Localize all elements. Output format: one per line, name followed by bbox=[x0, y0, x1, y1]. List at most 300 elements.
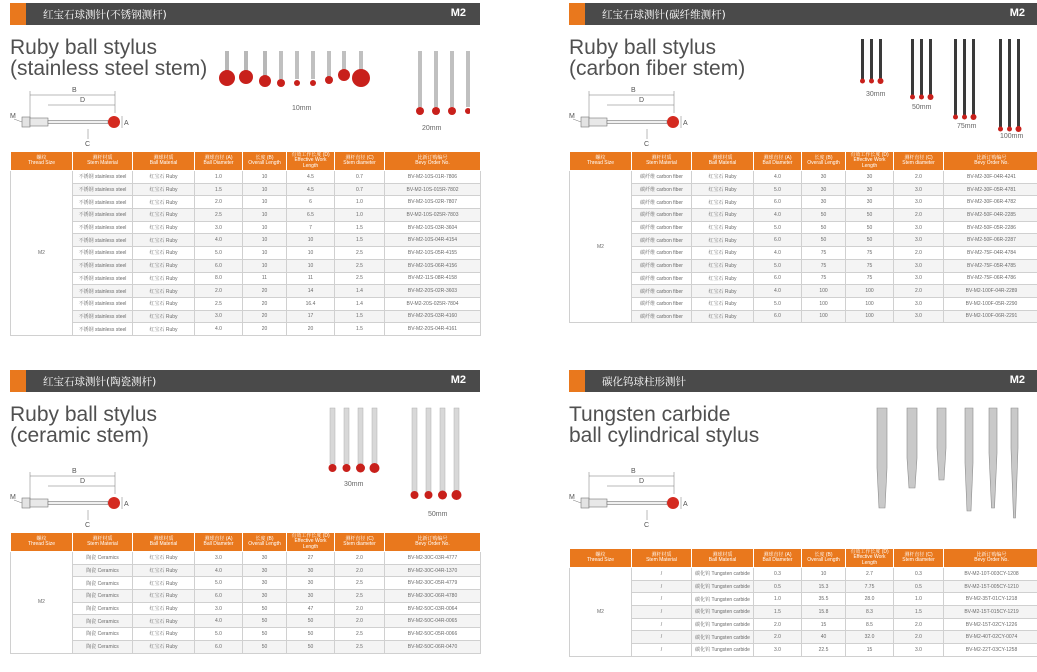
dimension-diagram-svg bbox=[569, 466, 699, 528]
column-header-cn: 测球材质 bbox=[712, 154, 733, 161]
thread-code: M2 bbox=[450, 374, 466, 386]
label-c: C bbox=[85, 141, 91, 147]
ruby-ball bbox=[667, 116, 679, 128]
table-row bbox=[11, 323, 481, 336]
table-cell: 75 bbox=[802, 272, 846, 285]
table-row bbox=[11, 552, 481, 565]
table-cell: 2.0 bbox=[335, 552, 385, 565]
table-cell: 32.0 bbox=[846, 631, 894, 644]
table-cell: 10 bbox=[243, 209, 287, 222]
table-row bbox=[11, 310, 481, 323]
table-cell: 红宝石 Ruby bbox=[133, 171, 195, 184]
table-cell: 2.0 bbox=[894, 171, 944, 184]
thread-size-cell: M2 bbox=[11, 552, 73, 654]
table-cell: 碳纤维 carbon fiber bbox=[632, 247, 692, 260]
column-header-en: Stem diameter bbox=[343, 541, 376, 547]
table-cell: BV-M2-50F-06R-2287 bbox=[944, 234, 1037, 247]
column-header bbox=[73, 533, 133, 552]
table-cell: 30 bbox=[287, 590, 335, 603]
table-row bbox=[11, 577, 481, 590]
table-row bbox=[570, 618, 1037, 631]
table-cell: 红宝石 Ruby bbox=[133, 196, 195, 209]
table-cell: BV-M2-30C-03R-4777 bbox=[385, 552, 481, 565]
table-row bbox=[11, 272, 481, 285]
table-cell: BV-M2-10S-06R-4156 bbox=[385, 259, 481, 272]
table-cell: 15 bbox=[846, 644, 894, 657]
table-cell: 50 bbox=[802, 234, 846, 247]
stylus-stem bbox=[607, 121, 667, 124]
column-header-en: Effective Work Length bbox=[294, 538, 327, 550]
table-cell: BV-M2-30C-04R-1370 bbox=[385, 564, 481, 577]
column-header bbox=[287, 152, 335, 171]
table-cell: 红宝石 Ruby bbox=[692, 285, 754, 298]
table-cell: BV-M2-10S-015R-7802 bbox=[385, 183, 481, 196]
table-cell: 3.0 bbox=[754, 644, 802, 657]
table-cell: 50 bbox=[243, 628, 287, 641]
section-banner bbox=[569, 3, 1037, 25]
table-cell: 1.5 bbox=[335, 323, 385, 336]
table-cell: 10 bbox=[287, 234, 335, 247]
banner-accent bbox=[10, 370, 26, 392]
table-cell: 红宝石 Ruby bbox=[133, 564, 195, 577]
table-cell: 3.0 bbox=[894, 310, 944, 323]
table-cell: / bbox=[632, 644, 692, 657]
thread-body bbox=[581, 117, 589, 127]
table-cell: 2.0 bbox=[894, 247, 944, 260]
table-cell: 3.0 bbox=[894, 221, 944, 234]
table-cell: 3.0 bbox=[894, 297, 944, 310]
table-cell: 不锈钢 stainless steel bbox=[73, 323, 133, 336]
banner-accent bbox=[10, 3, 26, 25]
table-cell: 不锈钢 stainless steel bbox=[73, 209, 133, 222]
table-cell: 红宝石 Ruby bbox=[133, 628, 195, 641]
table-cell: 2.0 bbox=[335, 564, 385, 577]
table-cell: 75 bbox=[846, 247, 894, 260]
table-cell: 3.0 bbox=[894, 234, 944, 247]
table-cell: 陶瓷 Ceramics bbox=[73, 602, 133, 615]
label-m: M bbox=[10, 494, 16, 501]
table-cell: BV-M2-100F-05R-2290 bbox=[944, 297, 1037, 310]
table-row bbox=[570, 310, 1037, 323]
table-cell: 2.5 bbox=[335, 247, 385, 260]
table-cell: 1.0 bbox=[335, 196, 385, 209]
table-row bbox=[11, 602, 481, 615]
dimension-diagram bbox=[569, 466, 699, 528]
table-cell: 不锈钢 stainless steel bbox=[73, 272, 133, 285]
table-cell: 1.5 bbox=[335, 234, 385, 247]
ruby-ball bbox=[667, 497, 679, 509]
product-title-line2: (carbon fiber stem) bbox=[569, 57, 746, 80]
table-cell: 红宝石 Ruby bbox=[692, 297, 754, 310]
column-header-en: Ball Diameter bbox=[203, 541, 234, 547]
table-cell: BV-M2-11S-08R-4158 bbox=[385, 272, 481, 285]
column-header-en: Overall Length bbox=[807, 160, 840, 166]
table-cell: 红宝石 Ruby bbox=[692, 221, 754, 234]
table-cell: 2.5 bbox=[335, 590, 385, 603]
table-cell: BV-M2-30F-06R-4782 bbox=[944, 196, 1037, 209]
table-cell: 8.0 bbox=[195, 272, 243, 285]
table-cell: 30 bbox=[243, 590, 287, 603]
catalog-panel-carbon bbox=[569, 3, 1037, 343]
table-cell: 红宝石 Ruby bbox=[133, 297, 195, 310]
ruby-ball bbox=[108, 497, 120, 509]
table-cell: 红宝石 Ruby bbox=[133, 640, 195, 653]
table-cell: BV-M2-75F-06R-4786 bbox=[944, 272, 1037, 285]
caption-100mm: 100mm bbox=[1000, 133, 1024, 140]
column-header bbox=[385, 533, 481, 552]
column-header bbox=[287, 533, 335, 552]
stylus-stem bbox=[48, 121, 108, 124]
table-cell: 不锈钢 stainless steel bbox=[73, 247, 133, 260]
banner-title: 红宝石球测针(不锈钢测杆) bbox=[43, 9, 167, 21]
spec-table bbox=[10, 532, 481, 654]
table-cell: 20 bbox=[243, 310, 287, 323]
label-d: D bbox=[80, 97, 86, 104]
table-cell: 30 bbox=[802, 183, 846, 196]
table-cell: BV-M2-15T-005CY-1210 bbox=[944, 580, 1037, 593]
thread-code: M2 bbox=[1009, 374, 1025, 386]
dimension-diagram bbox=[10, 85, 140, 147]
table-row bbox=[11, 628, 481, 641]
column-header bbox=[846, 152, 894, 171]
table-cell: 2.0 bbox=[894, 631, 944, 644]
column-header-cn: 测球材质 bbox=[712, 551, 733, 558]
table-cell: 红宝石 Ruby bbox=[692, 196, 754, 209]
column-header bbox=[243, 533, 287, 552]
column-header-cn: 螺纹 bbox=[595, 154, 606, 161]
column-header bbox=[754, 549, 802, 568]
table-cell: 1.0 bbox=[335, 209, 385, 222]
table-cell: 不锈钢 stainless steel bbox=[73, 196, 133, 209]
table-cell: 2.0 bbox=[894, 285, 944, 298]
table-cell: BV-M2-20S-025R-7804 bbox=[385, 297, 481, 310]
label-b: B bbox=[631, 468, 636, 475]
caption-30mm: 30mm bbox=[344, 481, 364, 488]
column-header bbox=[754, 152, 802, 171]
column-header-cn: 测杆材质 bbox=[92, 154, 113, 161]
table-cell: BV-M2-10S-02R-7807 bbox=[385, 196, 481, 209]
table-cell: 11 bbox=[287, 272, 335, 285]
column-header-cn: 螺纹 bbox=[36, 154, 47, 161]
table-cell: 5.0 bbox=[754, 183, 802, 196]
table-cell: 红宝石 Ruby bbox=[692, 247, 754, 260]
column-header bbox=[11, 152, 73, 171]
stylus-group-75mm bbox=[953, 39, 977, 120]
table-cell: BV-M2-30F-05R-4781 bbox=[944, 183, 1037, 196]
table-cell: 5.0 bbox=[754, 297, 802, 310]
table-cell: 碳化钨 Tungsten carbide bbox=[692, 631, 754, 644]
table-cell: 100 bbox=[802, 310, 846, 323]
caption-20mm: 20mm bbox=[422, 125, 442, 132]
table-cell: 3.0 bbox=[195, 552, 243, 565]
column-header bbox=[944, 152, 1037, 171]
stylus-photos bbox=[328, 406, 468, 506]
table-cell: BV-M2-50C-05R-0066 bbox=[385, 628, 481, 641]
column-header-en: Ball Diameter bbox=[762, 557, 793, 563]
ruby-ball bbox=[108, 116, 120, 128]
table-cell: 50 bbox=[846, 209, 894, 222]
table-cell: 30 bbox=[287, 577, 335, 590]
label-d: D bbox=[639, 97, 645, 104]
stylus-photos bbox=[215, 47, 470, 137]
stylus-shoulder bbox=[30, 118, 48, 126]
product-title-line1: Ruby ball stylus bbox=[10, 403, 158, 426]
table-cell: 10 bbox=[243, 196, 287, 209]
caption-50mm: 50mm bbox=[912, 104, 932, 111]
table-cell: 14 bbox=[287, 285, 335, 298]
table-cell: BV-M2-50C-06R-0470 bbox=[385, 640, 481, 653]
table-cell: BV-M2-10S-05R-4155 bbox=[385, 247, 481, 260]
table-cell: 75 bbox=[846, 259, 894, 272]
label-d: D bbox=[80, 478, 86, 485]
table-cell: BV-M2-40T-02CY-0074 bbox=[944, 631, 1037, 644]
table-cell: BV-M2-30C-06R-4780 bbox=[385, 590, 481, 603]
dimension-diagram-svg bbox=[569, 85, 699, 147]
caption-10mm: 10mm bbox=[292, 105, 312, 112]
table-cell: 碳纤维 carbon fiber bbox=[632, 310, 692, 323]
table-cell: 不锈钢 stainless steel bbox=[73, 234, 133, 247]
table-cell: BV-M2-100F-04R-2289 bbox=[944, 285, 1037, 298]
table-row bbox=[11, 285, 481, 298]
catalog-panel-stainless bbox=[10, 3, 480, 343]
table-row bbox=[11, 259, 481, 272]
stylus-group-50mm bbox=[411, 408, 462, 500]
table-cell: 22.5 bbox=[802, 644, 846, 657]
column-header bbox=[570, 152, 632, 171]
column-header bbox=[894, 152, 944, 171]
table-cell: 10 bbox=[243, 221, 287, 234]
column-header-en: Ball Diameter bbox=[762, 160, 793, 166]
table-cell: 40 bbox=[802, 631, 846, 644]
column-header-en: Thread Size bbox=[28, 541, 55, 547]
column-header-cn: 测球直径 (A) bbox=[763, 551, 792, 558]
table-cell: 2.0 bbox=[754, 631, 802, 644]
column-header-cn: 测球材质 bbox=[153, 535, 174, 542]
caption-50mm: 50mm bbox=[428, 511, 448, 518]
column-header bbox=[632, 152, 692, 171]
table-cell: 0.5 bbox=[894, 580, 944, 593]
table-cell: 1.0 bbox=[754, 593, 802, 606]
table-cell: 0.7 bbox=[335, 183, 385, 196]
table-cell: 2.0 bbox=[335, 615, 385, 628]
table-cell: 50 bbox=[287, 640, 335, 653]
stylus-photos bbox=[869, 400, 1029, 520]
column-header bbox=[385, 152, 481, 171]
column-header-en: Bevy Order No. bbox=[974, 160, 1009, 166]
table-row bbox=[570, 221, 1037, 234]
table-cell: 50 bbox=[243, 640, 287, 653]
stylus-group-30mm bbox=[860, 39, 884, 84]
stylus-group-20mm bbox=[416, 51, 470, 115]
table-cell: 4.0 bbox=[195, 323, 243, 336]
table-cell: / bbox=[632, 618, 692, 631]
table-cell: 红宝石 Ruby bbox=[133, 552, 195, 565]
column-header bbox=[133, 533, 195, 552]
table-cell: 4.0 bbox=[754, 209, 802, 222]
thread-body bbox=[22, 498, 30, 508]
column-header bbox=[944, 549, 1037, 568]
table-cell: 4.0 bbox=[195, 234, 243, 247]
column-header bbox=[73, 152, 133, 171]
table-cell: 4.0 bbox=[754, 171, 802, 184]
column-header-cn: 测球直径 (A) bbox=[204, 535, 233, 542]
label-a: A bbox=[124, 120, 129, 127]
table-cell: 30 bbox=[287, 564, 335, 577]
table-cell: 红宝石 Ruby bbox=[133, 310, 195, 323]
table-cell: BV-M2-30F-04R-4241 bbox=[944, 171, 1037, 184]
table-cell: 红宝石 Ruby bbox=[133, 615, 195, 628]
table-cell: 陶瓷 Ceramics bbox=[73, 577, 133, 590]
table-cell: BV-M2-30C-05R-4779 bbox=[385, 577, 481, 590]
column-header-cn: 长度 (B) bbox=[814, 551, 833, 558]
table-cell: 3.0 bbox=[195, 602, 243, 615]
table-row bbox=[11, 640, 481, 653]
table-cell: 100 bbox=[846, 310, 894, 323]
thread-size-cell: M2 bbox=[570, 171, 632, 323]
table-cell: 2.7 bbox=[846, 568, 894, 581]
table-cell: 16.4 bbox=[287, 297, 335, 310]
table-row bbox=[570, 580, 1037, 593]
table-cell: 0.3 bbox=[754, 568, 802, 581]
column-header-cn: 长度 (B) bbox=[255, 154, 274, 161]
table-cell: 5.0 bbox=[754, 221, 802, 234]
stylus-group-30mm bbox=[329, 408, 380, 473]
column-header bbox=[802, 549, 846, 568]
column-header-en: Bevy Order No. bbox=[974, 557, 1009, 563]
stylus-stem bbox=[607, 502, 667, 505]
table-cell: 红宝石 Ruby bbox=[692, 209, 754, 222]
label-b: B bbox=[631, 87, 636, 94]
table-cell: 30 bbox=[846, 196, 894, 209]
table-cell: 2.5 bbox=[335, 640, 385, 653]
column-header-en: Ball Material bbox=[149, 160, 178, 166]
table-cell: 碳化钨 Tungsten carbide bbox=[692, 606, 754, 619]
table-cell: 陶瓷 Ceramics bbox=[73, 615, 133, 628]
table-cell: 1.4 bbox=[335, 285, 385, 298]
table-cell: 不锈钢 stainless steel bbox=[73, 285, 133, 298]
table-cell: 陶瓷 Ceramics bbox=[73, 640, 133, 653]
table-cell: 2.5 bbox=[195, 209, 243, 222]
column-header-cn: 比新订购编号 bbox=[417, 535, 448, 542]
column-header bbox=[133, 152, 195, 171]
label-a: A bbox=[683, 501, 688, 508]
label-c: C bbox=[85, 522, 91, 528]
table-cell: BV-M2-15T-015CY-1219 bbox=[944, 606, 1037, 619]
table-cell: 10 bbox=[243, 171, 287, 184]
product-title-line2: ball cylindrical stylus bbox=[569, 424, 760, 447]
table-cell: BV-M2-20S-04R-4161 bbox=[385, 323, 481, 336]
table-row bbox=[11, 297, 481, 310]
table-cell: 6.0 bbox=[195, 259, 243, 272]
table-row bbox=[11, 234, 481, 247]
table-cell: 1.0 bbox=[894, 593, 944, 606]
label-m: M bbox=[10, 113, 16, 120]
table-cell: 50 bbox=[802, 221, 846, 234]
table-cell: 3.0 bbox=[195, 221, 243, 234]
dimension-diagram-svg bbox=[10, 466, 140, 528]
column-header-cn: 测杆直径 (C) bbox=[904, 154, 933, 161]
table-row bbox=[11, 615, 481, 628]
table-cell: BV-M2-10T-003CY-1208 bbox=[944, 568, 1037, 581]
table-cell: 红宝石 Ruby bbox=[692, 310, 754, 323]
table-cell: 75 bbox=[802, 259, 846, 272]
column-header-en: Overall Length bbox=[807, 557, 840, 563]
table-cell: 碳化钨 Tungsten carbide bbox=[692, 593, 754, 606]
table-cell: 4.5 bbox=[287, 171, 335, 184]
spec-table bbox=[569, 151, 1037, 323]
table-cell: 2.0 bbox=[754, 618, 802, 631]
table-row bbox=[570, 593, 1037, 606]
table-cell: 6.5 bbox=[287, 209, 335, 222]
table-cell: 4.0 bbox=[195, 615, 243, 628]
table-cell: BV-M2-10S-04R-4154 bbox=[385, 234, 481, 247]
thread-code: M2 bbox=[1009, 7, 1025, 19]
column-header-en: Overall Length bbox=[248, 160, 281, 166]
banner-title: 红宝石球测针(碳纤维测杆) bbox=[602, 9, 726, 21]
column-header-en: Thread Size bbox=[587, 160, 614, 166]
table-cell: 10 bbox=[243, 234, 287, 247]
table-row bbox=[11, 221, 481, 234]
dimension-diagram-svg bbox=[10, 85, 140, 147]
table-cell: 碳化钨 Tungsten carbide bbox=[692, 568, 754, 581]
column-header-cn: 螺纹 bbox=[595, 551, 606, 558]
column-header-cn: 测球材质 bbox=[153, 154, 174, 161]
table-cell: 6.0 bbox=[195, 640, 243, 653]
dimension-diagram bbox=[569, 85, 699, 147]
catalog-panel-ceramic bbox=[10, 370, 480, 670]
table-cell: 50 bbox=[243, 602, 287, 615]
table-cell: 碳化钨 Tungsten carbide bbox=[692, 580, 754, 593]
column-header-en: Ball Material bbox=[149, 541, 178, 547]
table-cell: 红宝石 Ruby bbox=[133, 209, 195, 222]
column-header bbox=[195, 152, 243, 171]
table-cell: 50 bbox=[846, 234, 894, 247]
table-cell: 7 bbox=[287, 221, 335, 234]
table-cell: 6.0 bbox=[754, 272, 802, 285]
table-header-row bbox=[11, 152, 481, 171]
table-cell: BV-M2-50C-04R-0065 bbox=[385, 615, 481, 628]
dimension-diagram bbox=[10, 466, 140, 528]
table-cell: 15.8 bbox=[802, 606, 846, 619]
table-cell: 2.5 bbox=[335, 628, 385, 641]
table-cell: 3.0 bbox=[894, 196, 944, 209]
table-row bbox=[570, 247, 1037, 260]
product-title-line2: (stainless steel stem) bbox=[10, 57, 208, 80]
product-title-line2: (ceramic stem) bbox=[10, 424, 149, 447]
table-cell: 5.0 bbox=[195, 577, 243, 590]
table-cell: 1.5 bbox=[335, 221, 385, 234]
table-cell: 碳纤维 carbon fiber bbox=[632, 234, 692, 247]
column-header bbox=[802, 152, 846, 171]
table-row bbox=[570, 183, 1037, 196]
column-header-en: Stem diameter bbox=[902, 557, 935, 563]
column-header-en: Effective Work Length bbox=[853, 554, 886, 566]
column-header bbox=[632, 549, 692, 568]
table-cell: 5.0 bbox=[195, 247, 243, 260]
table-cell: 碳化钨 Tungsten carbide bbox=[692, 644, 754, 657]
table-cell: 50 bbox=[287, 628, 335, 641]
table-cell: 6 bbox=[287, 196, 335, 209]
section-banner bbox=[10, 370, 480, 392]
section-banner bbox=[569, 370, 1037, 392]
stylus-group-50mm bbox=[910, 39, 934, 100]
column-header-en: Stem Material bbox=[87, 160, 118, 166]
column-header-cn: 有效工作长度 (D) bbox=[291, 532, 330, 539]
label-m: M bbox=[569, 494, 575, 501]
spec-table bbox=[10, 151, 481, 336]
table-cell: 红宝石 Ruby bbox=[133, 272, 195, 285]
table-cell: 不锈钢 stainless steel bbox=[73, 259, 133, 272]
